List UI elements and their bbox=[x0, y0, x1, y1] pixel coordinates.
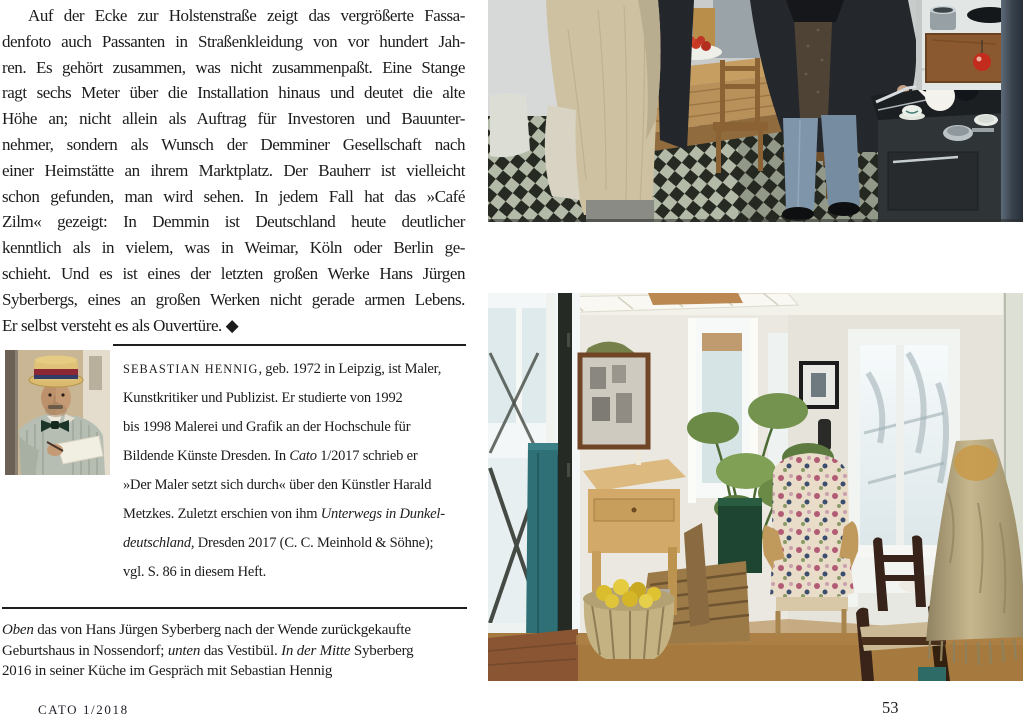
entrance-door bbox=[488, 293, 580, 658]
floral-armchair bbox=[762, 453, 858, 635]
article-line: kenntlich als in vielem, was in Weimar, Köln oder Berlin ge- bbox=[2, 238, 465, 258]
bio-line: deutschland, Dresden 2017 (C. C. Meinhold & Söhne); bbox=[123, 535, 434, 551]
canvas-bag bbox=[545, 105, 580, 200]
bio-line: Bildende Künste Dresden. In Cato 1/2017 schrieb er bbox=[123, 448, 418, 464]
journal-footer: CATO 1/2018 bbox=[38, 702, 129, 717]
bio-line: Metzkes. Zuletzt erschien von ihm Unterwegs in Dunkel- bbox=[123, 506, 445, 522]
straw-hat bbox=[29, 356, 83, 388]
jeans bbox=[783, 118, 818, 210]
article-line: schon gefunden, man wird sehen. In jedem Fall hat das »Café bbox=[2, 186, 465, 206]
page-number: 53 bbox=[882, 698, 899, 717]
article-line: denfoto auch Passanten in Straßenkleidung von vor hundert Jah- bbox=[2, 31, 465, 51]
kitchen-photo-illustration bbox=[488, 0, 1023, 222]
article-paragraph bbox=[2, 3, 465, 338]
author-bio-text bbox=[123, 355, 471, 587]
article-line: nehmer, sondern als Wunsch der Demminer Gesellschaft nach bbox=[2, 134, 465, 154]
left-person bbox=[545, 0, 661, 222]
bio-line: vgl. S. 86 in diesem Heft. bbox=[123, 564, 267, 580]
caption-line: 2016 in seiner Küche im Gespräch mit Sebastian Hennig bbox=[2, 663, 333, 679]
vestibule-photo bbox=[488, 293, 1023, 681]
article-line: Auf der Ecke zur Holstenstraße zeigt das vergrößerte Fassa- bbox=[28, 6, 465, 25]
article-line: ren. Es gehört zusammen, was nicht zusammenpaßt. Eine Stange bbox=[2, 57, 465, 77]
bio-line: SEBASTIAN HENNIG, geb. 1972 in Leipzig, ist Maler, bbox=[123, 361, 442, 377]
photo-caption bbox=[2, 620, 474, 682]
fruit-basket bbox=[583, 579, 675, 659]
article-line: Zilm« gezeigt: In Demmin ist Deutschland heute deutlicher bbox=[2, 212, 465, 232]
kitchen-photo bbox=[488, 0, 1023, 222]
wooden-board bbox=[926, 34, 1002, 82]
framed-picture bbox=[580, 342, 648, 447]
author-portrait-illustration bbox=[5, 350, 110, 475]
article-line: ragt sechs Meter über die Installation hinaus und deutet die alte bbox=[2, 83, 465, 103]
bio-line: »Der Maler setzt sich durch« über den Künstler Harald bbox=[123, 477, 432, 493]
bio-divider bbox=[113, 344, 466, 346]
article-line: Er selbst versteht es als Ouvertüre. ◆ bbox=[2, 315, 239, 335]
article-line: Syberbergs, eines an großen Werken nicht gerade armen Lebens. bbox=[2, 289, 465, 309]
red-ornament bbox=[973, 53, 991, 71]
bio-line: bis 1998 Malerei und Grafik an der Hochschule für bbox=[123, 419, 411, 435]
caption-divider bbox=[2, 607, 467, 609]
author-portrait-photo bbox=[5, 350, 110, 475]
vestibule-photo-illustration bbox=[488, 293, 1023, 681]
caption-line: Geburtshaus in Nossendorf; unten das Vestibül. In der Mitte Syberberg bbox=[2, 642, 414, 659]
small-framed-picture bbox=[801, 363, 837, 407]
caption-line: Oben das von Hans Jürgen Syberberg nach der Wende zurückgekaufte bbox=[2, 622, 411, 638]
article-line: einer Heimstätte an ihrem Marktplatz. Der Bauherr ist vielleicht bbox=[2, 160, 465, 180]
article-line: schieht. Und es ist eines der letzten großen Werke Hans Jürgen bbox=[2, 263, 465, 283]
stovepipe bbox=[1001, 0, 1023, 222]
stove bbox=[871, 74, 1023, 222]
bio-line: Kunstkritiker und Publizist. Er studierte von 1992 bbox=[123, 390, 403, 406]
article-line: Höhe an; nicht allein als Auftrag für Investoren und Bauunter- bbox=[2, 109, 465, 129]
kitchen-cabinet bbox=[916, 0, 1013, 90]
white-chair-cloth bbox=[490, 93, 530, 157]
